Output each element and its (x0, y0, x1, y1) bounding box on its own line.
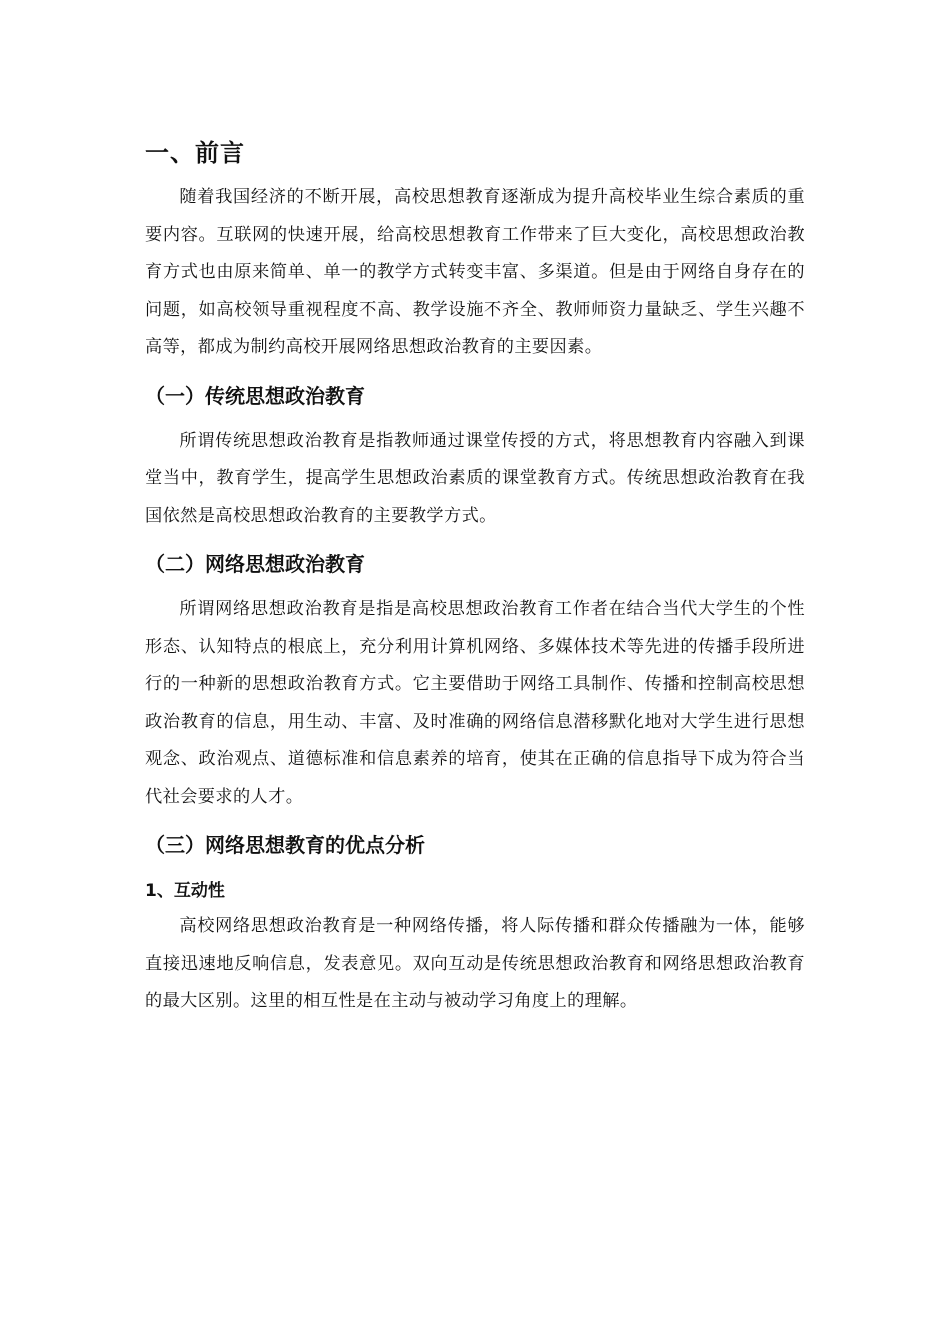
section-title: 一、前言 (145, 139, 245, 167)
subsection-heading-network: （二）网络思想政治教育 (145, 552, 365, 576)
subsection-heading-traditional: （一）传统思想政治教育 (145, 383, 365, 408)
document-body (145, 135, 805, 1021)
item-title-interactivity: 1、互动性 (145, 881, 225, 901)
traditional-education-paragraph: 所谓传统思想政治教育是指教师通过课堂传授的方式，将思想教育内容融入到课堂当中，教育学生，提高学生思想政治素质的课堂教育方式。传统思想政治教育在我国依然是高校思想政治教育的主要教学方式。 (145, 430, 805, 526)
subsection-heading-advantages: （三）网络思想教育的优点分析 (145, 833, 425, 857)
intro-paragraph: 随着我国经济的不断开展，高校思想教育逐渐成为提升高校毕业生综合素质的重要内容。互联网的快速开展，给高校思想教育工作带来了巨大变化，高校思想政治教育方式也由原来简单、单一的教学方式转变丰富、多渠道。但是由于网络自身存在的问题，如高校领导重视程度不高、教学设施不齐全、教师师资力量缺乏、学生兴趣不高等，都成为制约高校开展网络思想政治教育的主要因素。 (145, 187, 805, 357)
interactivity-paragraph: 高校网络思想政治教育是一种网络传播，将人际传播和群众传播融为一体，能够直接迅速地反响信息，发表意见。双向互动是传统思想政治教育和网络思想政治教育的最大区别。这里的相互性是在主动与被动学习角度上的理解。 (145, 916, 805, 1011)
network-education-paragraph: 所谓网络思想政治教育是指是高校思想政治教育工作者在结合当代大学生的个性形态、认知特点的根底上，充分利用计算机网络、多媒体技术等先进的传播手段所进行的一种新的思想政治教育方式。它主要借助于网络工具制作、传播和控制高校思想政治教育的信息，用生动、丰富、及时准确的网络信息潜移默化地对大学生进行思想观念、政治观点、道德标准和信息素养的培育，使其在正确的信息指导下成为符合当代社会要求的人才。 (145, 599, 805, 807)
